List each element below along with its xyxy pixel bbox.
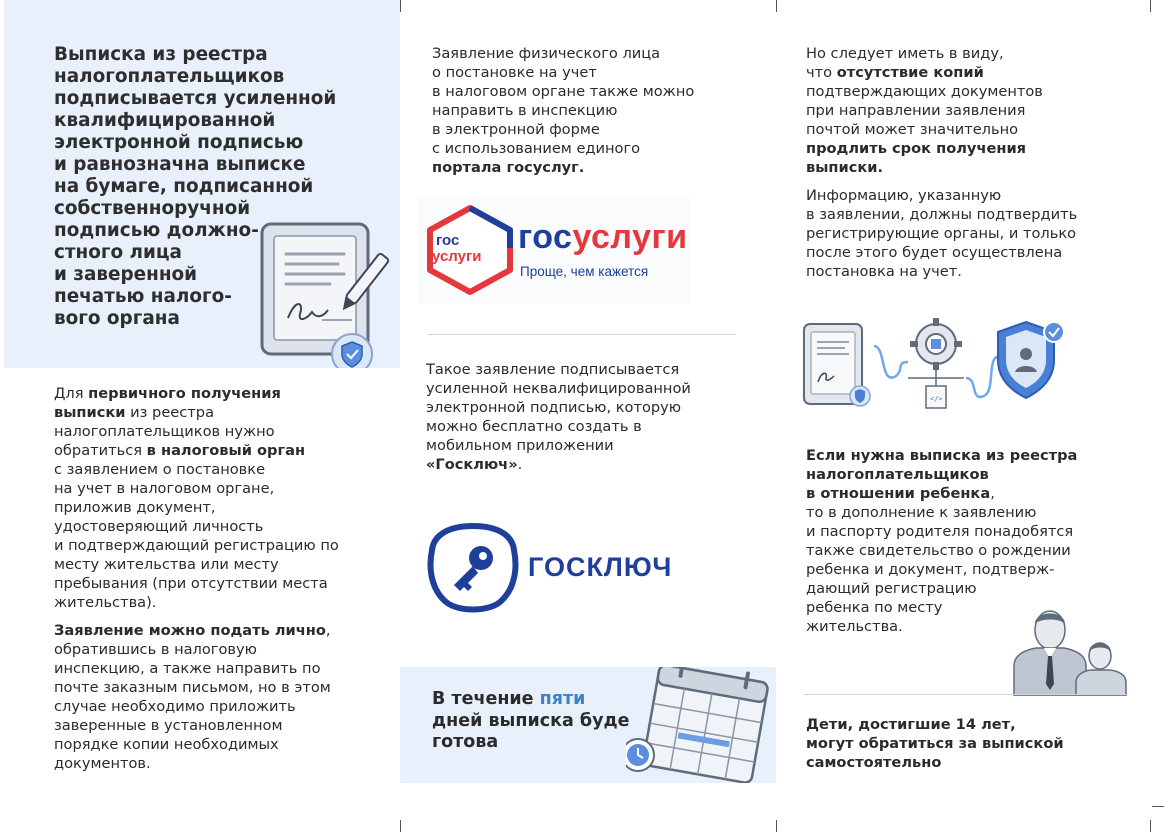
headline-line: налогоплательщиков [54,66,285,87]
gosuslugi-wordmark: госуслуги [518,218,688,256]
gosuslugi-logo [418,196,690,304]
text-run: постановка на учет. [806,263,962,280]
gear-chip-icon [910,318,962,370]
col3-paragraph-1 [806,44,1136,177]
text-run: жительства. [806,618,903,635]
col1-paragraph-1 [54,384,384,612]
text-run: жительства). [54,594,157,611]
text-run: инспекцию, а также направить по [54,660,321,677]
crop-mark [1150,820,1151,832]
text-run: регистрирующие органы, и только [806,225,1077,242]
gosuslugi-tagline: Проще, чем кажется [520,264,649,279]
gosuslugi-small-top: гос [436,232,460,249]
text-run: ребенка по месту [806,599,943,616]
text-run: пребывания (при отсутствии места [54,575,328,592]
text-run: усиленной неквалифицированной [426,380,691,397]
bold-text-run: в налоговый орган [146,442,306,459]
five-days-box [400,667,776,783]
text-run: порядке копии необходимых [54,736,279,753]
five-days-text: В течение пяти дней выписка буде готова [432,689,630,752]
text-run: месту жительства или месту [54,556,279,573]
code-file-icon [926,386,946,408]
goskey-wordmark: ГОСКЛЮЧ [528,552,673,582]
crop-mark [1150,0,1151,12]
text-run: дающий регистрацию [806,580,977,597]
bold-text-run: Если нужна выписка из реестра [806,447,1078,464]
text-run: Но следует иметь в виду, [806,45,1004,62]
tablet-signature-icon [804,324,870,406]
people-icon [1010,604,1134,696]
tablet-signature-icon [248,218,390,368]
text-run: случае необходимо приложить [54,698,296,715]
text-run: удостоверяющий личность [54,518,264,535]
col1-paragraph-2 [54,621,384,773]
bold-text-run: могут обратиться за выпиской [806,735,1064,752]
text-run: при направлении заявления [806,102,1026,119]
headline-line: вого органа [54,308,180,329]
col3-paragraph-2 [806,186,1136,281]
bold-text-run: выписки [54,404,126,421]
text-run: , [325,622,331,639]
bold-text-run: отсутствие копий [836,64,984,81]
headline-line: подписью должно- [54,220,259,241]
headline-line: стного лица [54,242,182,263]
headline-line: и заверенной [54,264,198,285]
text-run: в налоговом органе также можно [432,83,695,100]
text-run: заверенные в установленном [54,717,283,734]
bold-text-run: налогоплательщиков [806,466,989,483]
headline-line: на бумаге, подписанной [54,176,314,197]
text-run: почтой может значительно [806,121,1019,138]
text-run: с использованием единого [432,140,641,157]
headline-line: собственноручной [54,198,251,219]
crop-mark [400,820,401,832]
text-run: из реестра [125,404,215,421]
text-run: обратившись в налоговую [54,641,257,658]
bold-text-run: портала госуслуг. [432,159,585,176]
bold-text-run: самостоятельно [806,754,942,771]
text-run: мобильном приложении [426,437,614,454]
text-run: документов. [54,755,151,772]
text-run: в электронной форме [432,121,600,138]
text-run: с заявлением о постановке [54,461,266,478]
text-run: налогоплательщиков нужно [54,423,275,440]
bold-text-run: продлить срок получения [806,140,1027,157]
text-run: Такое заявление подписывается [426,361,680,378]
bold-text-run: первичного получения [88,385,281,402]
text-run: после этого будет осуществлена [806,244,1063,261]
col3-divider [804,694,1128,695]
svg-text:</>: </> [930,395,943,403]
text-run: направить в инспекцию [432,102,618,119]
text-run: Для [54,385,89,402]
text-run: Информацию, указанную [806,187,1002,204]
headline-line: квалифицированной [54,110,276,131]
headline-line: печатью налого- [54,286,232,307]
col2-divider [428,334,736,335]
text-run: о постановке на учет [432,64,597,81]
text-run: . [517,456,523,473]
text-run: , [990,485,995,502]
gosuslugi-small-bottom: услуги [432,248,482,265]
text-run: Заявление физического лица [432,45,661,62]
bold-text-run: в отношении ребенка [806,485,991,502]
text-run: приложив документ, [54,499,216,516]
headline-line: электронной подписью [54,132,304,153]
crop-mark [400,0,401,12]
text-run: в заявлении, должны подтвердить [806,206,1078,223]
col2-paragraph-1 [432,44,762,177]
col3-paragraph-4 [806,715,1136,772]
text-run: на учет в налоговом органе, [54,480,275,497]
bold-text-run: Дети, достигшие 14 лет, [806,716,1016,733]
bold-text-run: Заявление можно подать лично [54,622,326,639]
text-run: и подтверждающий регистрацию по [54,537,339,554]
text-run: обратиться [54,442,147,459]
verification-process-illustration [800,316,1070,412]
text-run: то в дополнение к заявлению [806,504,1037,521]
text-run: ребенка и документ, подтверж- [806,561,1055,578]
calendar-clock-icon [626,667,776,783]
text-run: можно бесплатно создать в [426,418,642,435]
face-shield-icon [998,322,1064,398]
headline-line: подписывается усиленной [54,88,337,109]
text-run: и паспорту родителя понадобятся [806,523,1074,540]
bold-text-run: «Госключ» [426,456,518,473]
bold-text-run: выписки. [806,159,884,176]
crop-mark [776,0,777,12]
text-run: электронной подписью, которую [426,399,682,416]
crop-mark [776,820,777,832]
key-icon [426,520,520,616]
text-run: также свидетельство о рождении [806,542,1071,559]
col2-paragraph-2 [426,360,766,474]
text-run: подтверждающих документов [806,83,1043,100]
headline-line: Выписка из реестра [54,44,268,65]
crop-mark [1152,806,1164,807]
text-run: почте заказным письмом, но в этом [54,679,331,696]
text-run: что [806,64,837,81]
headline-line: и равнозначна выписке [54,154,306,175]
